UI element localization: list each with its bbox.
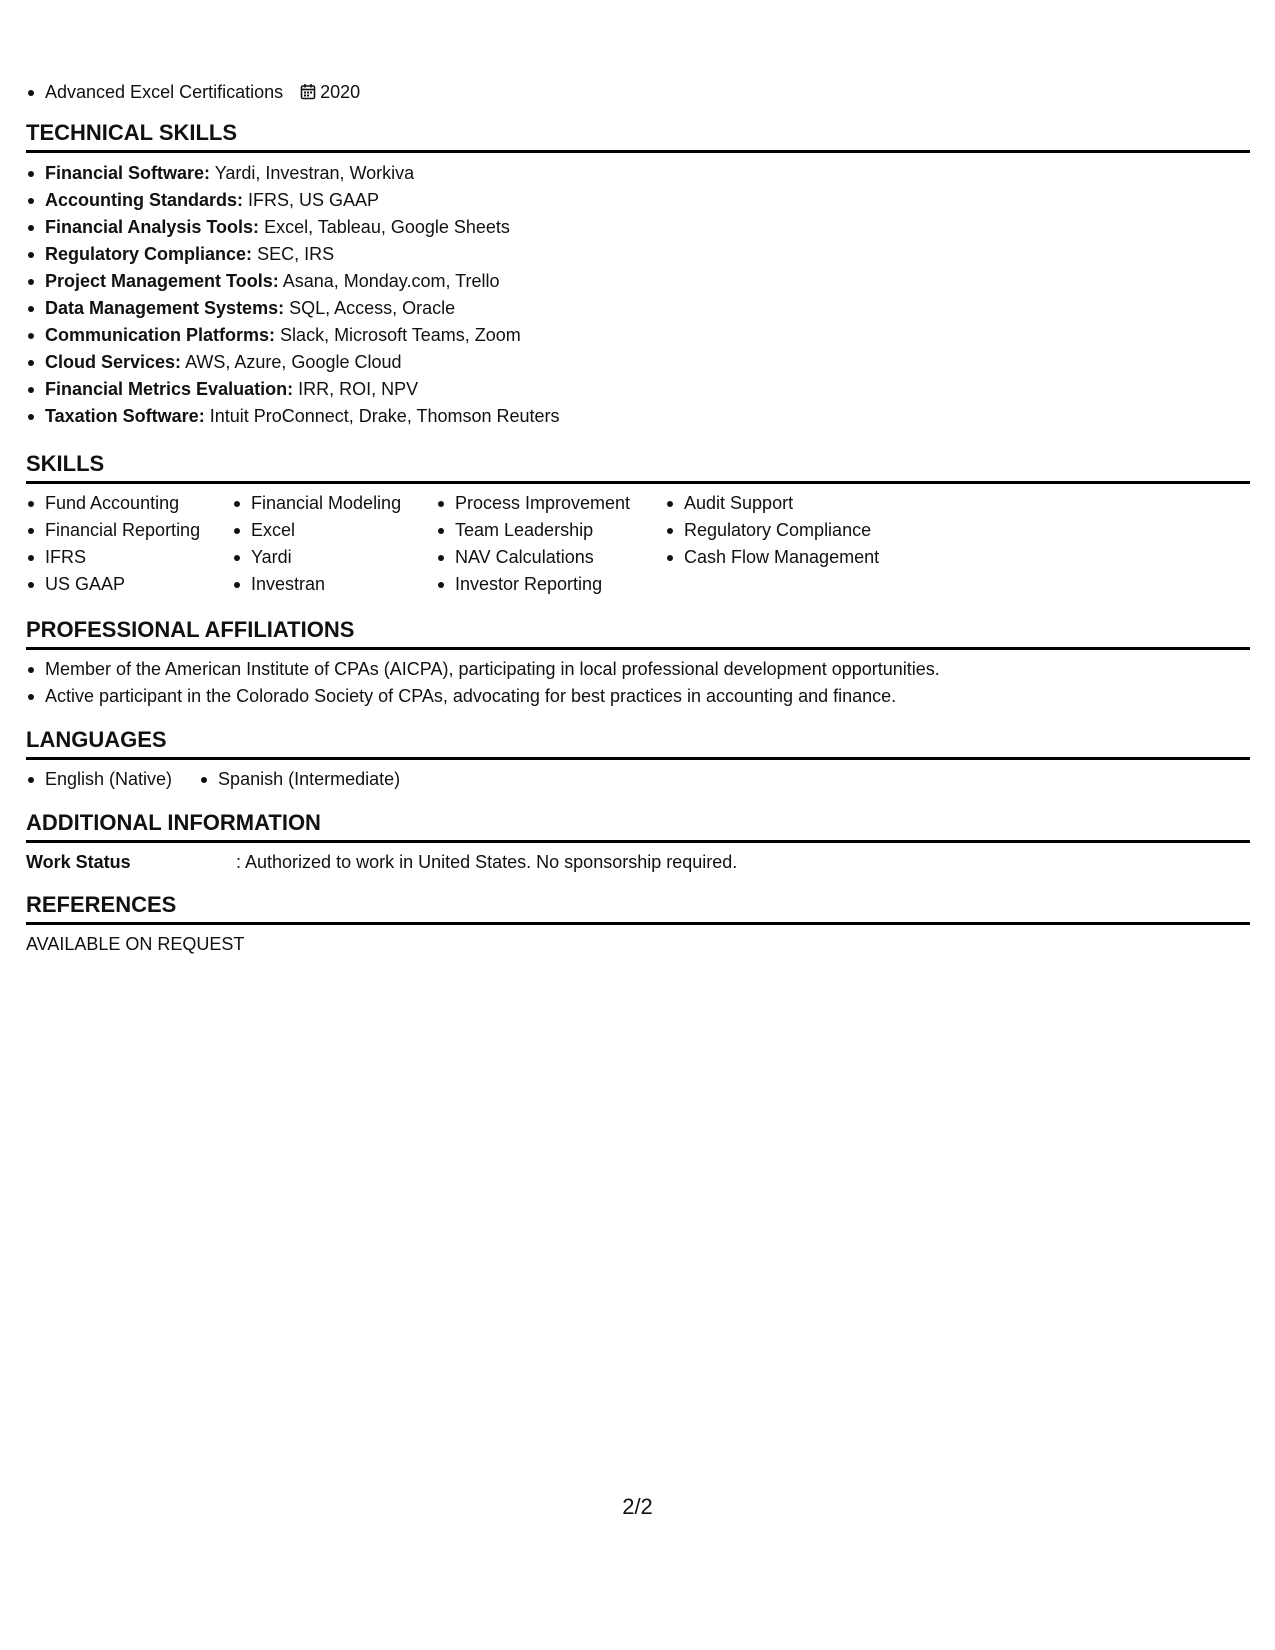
list-item [45,160,1250,187]
list-item: Investran [251,571,436,598]
list-item: IFRS [45,544,232,571]
list-item: Spanish (Intermediate) [218,766,400,793]
list-item: Financial Modeling [251,490,436,517]
skill-category-value: IRR, ROI, NPV [298,379,419,399]
references-text: AVAILABLE ON REQUEST [26,934,245,954]
certification-name: Advanced Excel Certifications [45,82,284,102]
calendar-icon [300,81,316,108]
list-item: US GAAP [45,571,232,598]
skills-section [26,490,1250,598]
technical-skills-heading: TECHNICAL SKILLS [26,120,1250,153]
list-item: Process Improvement [455,490,665,517]
list-item [45,376,1250,403]
skill-category-value: AWS, Azure, Google Cloud [185,352,402,372]
list-item: Excel [251,517,436,544]
work-status-label: Work Status [26,852,131,872]
skills-column [436,490,665,598]
list-item [45,403,1250,430]
skill-category-label: Communication Platforms: [45,325,276,345]
list-item: Active participant in the Colorado Society of CPAs, advocating for best practices in accounting and finance. [45,683,1250,710]
skill-category-value: SEC, IRS [257,244,335,264]
skill-category-value: Intuit ProConnect, Drake, Thomson Reuters [209,406,560,426]
certification-item [45,79,360,106]
skill-category-label: Cloud Services: [45,352,182,372]
list-item [45,268,1250,295]
skill-category-label: Data Management Systems: [45,298,285,318]
technical-skills-section [26,160,1250,430]
list-item: Member of the American Institute of CPAs (AICPA), participating in local professional development opportunities. [45,656,1250,683]
skills-list [455,490,665,598]
skill-category-value: SQL, Access, Oracle [289,298,456,318]
skill-category-label: Accounting Standards: [45,190,244,210]
page-number: 2/2 [622,1494,653,1519]
list-item: Financial Reporting [45,517,232,544]
list-item [45,214,1250,241]
affiliations-heading: PROFESSIONAL AFFILIATIONS [26,617,1250,650]
skills-column [26,490,232,598]
additional-info-heading: ADDITIONAL INFORMATION [26,810,1250,843]
list-item [45,349,1250,376]
languages-heading: LANGUAGES [26,727,1250,760]
affiliations-section [26,656,1250,710]
list-item [45,322,1250,349]
skills-list [45,490,232,598]
references-heading: REFERENCES [26,892,1250,925]
skills-heading: SKILLS [26,451,1250,484]
skill-category-value: Yardi, Investran, Workiva [214,163,415,183]
skill-category-value: Asana, Monday.com, Trello [282,271,500,291]
skills-column [232,490,436,598]
list-item [45,295,1250,322]
list-item: Investor Reporting [455,571,665,598]
skill-category-value: IFRS, US GAAP [248,190,380,210]
skill-category-value: Excel, Tableau, Google Sheets [264,217,510,237]
skills-list [684,490,914,571]
list-item [45,241,1250,268]
skill-category-label: Regulatory Compliance: [45,244,253,264]
skill-category-label: Taxation Software: [45,406,205,426]
list-item: Cash Flow Management [684,544,914,571]
languages-section [26,766,1250,793]
list-item: NAV Calculations [455,544,665,571]
list-item: Audit Support [684,490,914,517]
skill-category-label: Financial Software: [45,163,211,183]
certifications-list [26,79,360,106]
additional-info-row [26,849,1250,876]
work-status-value: : Authorized to work in United States. No sponsorship required. [236,852,738,872]
list-item: English (Native) [45,766,172,793]
skill-category-label: Financial Analysis Tools: [45,217,260,237]
skill-category-value: Slack, Microsoft Teams, Zoom [280,325,521,345]
list-item [45,187,1250,214]
technical-skills-list [26,160,1250,430]
skills-list [251,490,436,598]
certification-year: 2020 [320,82,361,102]
additional-info-section [26,849,1250,876]
list-item: Team Leadership [455,517,665,544]
languages-list [26,766,172,793]
list-item: Yardi [251,544,436,571]
affiliations-list [26,656,1250,710]
list-item: Fund Accounting [45,490,232,517]
skill-category-label: Project Management Tools: [45,271,279,291]
languages-list [172,766,400,793]
list-item: Regulatory Compliance [684,517,914,544]
skill-category-label: Financial Metrics Evaluation: [45,379,294,399]
skills-column [665,490,914,598]
